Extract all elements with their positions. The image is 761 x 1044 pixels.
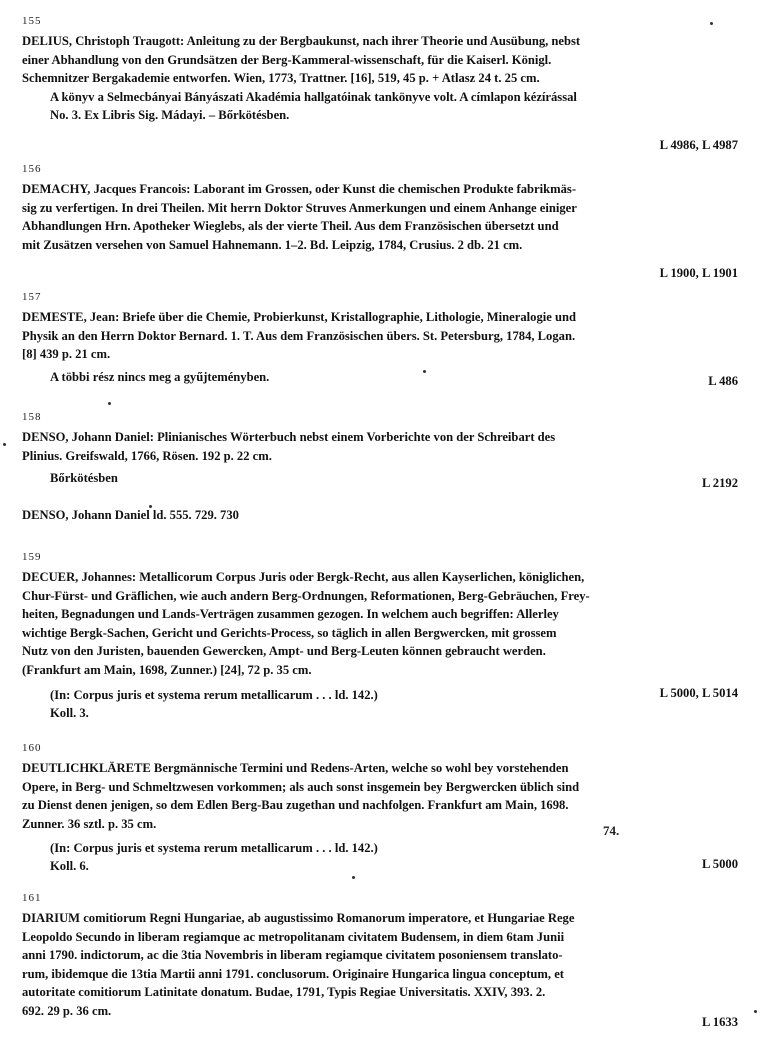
entry-number: 161 [22, 892, 42, 904]
note-line: Koll. 6. [50, 859, 89, 874]
catalog-entry-156 [22, 162, 738, 280]
scan-speck [710, 22, 713, 25]
shelf-mark: L 5000 [701, 857, 738, 871]
entry-line: DEMESTE, Jean: Briefe über die Chemie, Probierkunst, Kristallographie, Lithologie, Mineralogie und [22, 310, 577, 324]
entry-number: 158 [22, 411, 42, 423]
scan-speck [149, 505, 152, 508]
scan-speck [754, 1010, 757, 1013]
entry-line: DIARIUM comitiorum Regni Hungariae, ab augustissimo Romanorum imperatore, et Hungariae Rege [22, 911, 575, 925]
catalog-entry-161 [22, 891, 738, 1029]
entry-line: Chur-Fürst- und Gräflichen, wie auch andern Berg-Ordnungen, Reformationen, Berg-Gebräuchen, Frey- [22, 588, 590, 603]
note-line: Bőrkötésben [50, 471, 118, 486]
catalog-entry-159 [22, 550, 738, 722]
entry-line: Leopoldo Secundo in liberam regiamque ac metropolitanam civitatem Budensem, in diem 6tam Junii [22, 929, 565, 944]
entry-description [22, 32, 738, 88]
shelf-mark: L 1900, L 1901 [659, 266, 738, 280]
cross-reference-entry [22, 502, 738, 525]
shelf-mark: L 4986, L 4987 [659, 138, 738, 152]
entry-line: mit Zusätzen versehen von Samuel Hahnemann. 1–2. Bd. Leipzig, 1784, Crusius. 2 db. 21 cm. [22, 237, 523, 252]
entry-line: Zunner. 36 sztl. p. 35 cm. [22, 816, 157, 831]
entry-number: 156 [22, 163, 42, 175]
entry-number: 159 [22, 551, 42, 563]
entry-line: Physik an den Herrn Doktor Bernard. 1. T. Aus dem Französischen übers. St. Petersburg, 1784, Logan. [22, 328, 576, 343]
entry-line: wichtige Bergk-Sachen, Gericht und Gerichts-Process, so täglich in allen Bergwercken, mit grossem [22, 625, 557, 640]
handwritten-mark: 74. [603, 823, 620, 838]
note-line: No. 3. Ex Libris Sig. Mádayi. – Bőrkötésben. [50, 107, 290, 122]
catalog-entry-160 [22, 741, 738, 875]
entry-number: 157 [22, 291, 42, 303]
entry-line: DEUTLICHKLÄRETE Bergmännische Termini und Redens-Arten, welche so wohl bey vorstehenden [22, 761, 569, 775]
catalog-entry-157 [22, 290, 738, 386]
shelf-mark: L 1633 [701, 1015, 738, 1029]
entry-line: DENSO, Johann Daniel ld. 555. 729. 730 [22, 508, 239, 522]
catalog-entry-158 [22, 410, 738, 490]
entry-number: 160 [22, 742, 42, 754]
entry-line: DEMACHY, Jacques Francois: Laborant im Grossen, oder Kunst die chemischen Produkte fabrikmäs- [22, 182, 577, 196]
shelf-mark: L 2192 [701, 476, 738, 490]
shelf-mark: L 5000, L 5014 [659, 686, 738, 700]
shelf-mark: L 486 [708, 374, 738, 388]
entry-line: (Frankfurt am Main, 1698, Zunner.) [24], 72 p. 35 cm. [22, 662, 312, 677]
entry-line: einer Abhandlung von den Grundsätzen der Berg-Kammeral-wissenschaft, für die Kaiserl. Königl. [22, 52, 552, 67]
entry-note [50, 88, 738, 124]
entry-description [22, 759, 738, 833]
scan-speck [352, 876, 355, 879]
entry-line: 692. 29 p. 36 cm. [22, 1003, 112, 1018]
entry-description [22, 909, 738, 1021]
scan-speck [3, 443, 6, 446]
entry-line: anni 1790. indictorum, ac die 3tia Novembris in liberam regiamque civitatem posoniensem translato- [22, 948, 563, 963]
entry-number: 155 [22, 15, 42, 27]
entry-line: zu Dienst denen jenigen, so dem Edlen Berg-Bau zugethan und nachfolgen. Frankfurt am Main, 1698. [22, 798, 569, 813]
note-line: (In: Corpus juris et systema rerum metallicarum . . . ld. 142.) [50, 687, 378, 702]
entry-note [50, 469, 738, 487]
entry-note [50, 368, 738, 386]
scan-speck [423, 370, 426, 373]
entry-line: autoritate comitiorum Latinitate donatum. Budae, 1791, Typis Regiae Universitatis. XXIV, 393. 2. [22, 985, 546, 1000]
entry-line: Plinius. Greifswald, 1766, Rösen. 192 p. 22 cm. [22, 448, 272, 463]
entry-description [22, 308, 738, 364]
note-line: A könyv a Selmecbányai Bányászati Akadémia hallgatóinak tankönyve volt. A címlapon kézírással [50, 89, 577, 104]
entry-description [22, 428, 738, 465]
scan-speck [108, 402, 111, 405]
entry-line: Schemnitzer Bergakademie entworfen. Wien, 1773, Trattner. [16], 519, 45 p. + Atlasz 24 t. 25 cm. [22, 71, 540, 86]
entry-line: Abhandlungen Hrn. Apotheker Wieglebs, als der vierte Theil. Aus dem Französischen übersetzt und [22, 219, 559, 234]
note-line: Koll. 3. [50, 705, 89, 720]
note-line: (In: Corpus juris et systema rerum metallicarum . . . ld. 142.) [50, 841, 378, 856]
entry-description [22, 568, 738, 680]
entry-line: rum, ibidemque die 13tia Martii anni 1791. conclusorum. Originaire Hungarica lingua conceptum, et [22, 966, 564, 981]
entry-note [50, 686, 738, 722]
entry-line: DELIUS, Christoph Traugott: Anleitung zu der Bergbaukunst, nach ihrer Theorie und Ausübung, nebst [22, 34, 581, 48]
entry-description [22, 506, 738, 525]
entry-line: DENSO, Johann Daniel: Plinianisches Wörterbuch nebst einem Vorberichte von der Schreibart des [22, 430, 556, 444]
entry-line: [8] 439 p. 21 cm. [22, 347, 111, 362]
entry-line: heiten, Begnadungen und Lands-Verträgen zusammen gezogen. In welchem auch begriffen: Allerley [22, 607, 559, 622]
catalog-entry-155 [22, 14, 738, 152]
entry-line: Opere, in Berg- und Schmeltzwesen vorkommen; als auch sonst insgemein bey Bergwercken üblich sind [22, 779, 580, 794]
entry-line: Nutz von den Juristen, bauenden Gewercken, Ampt- und Berg-Leuten können gebraucht werden. [22, 644, 546, 659]
entry-description [22, 180, 738, 254]
entry-line: sig zu verfertigen. In drei Theilen. Mit herrn Doktor Struves Anmerkungen und einem Anhange einiger [22, 200, 577, 215]
entry-note [50, 839, 738, 875]
note-line: A többi rész nincs meg a gyűjteményben. [50, 369, 270, 384]
entry-line: DECUER, Johannes: Metallicorum Corpus Juris oder Bergk-Recht, aus allen Kayserlichen, königlichen, [22, 570, 585, 584]
